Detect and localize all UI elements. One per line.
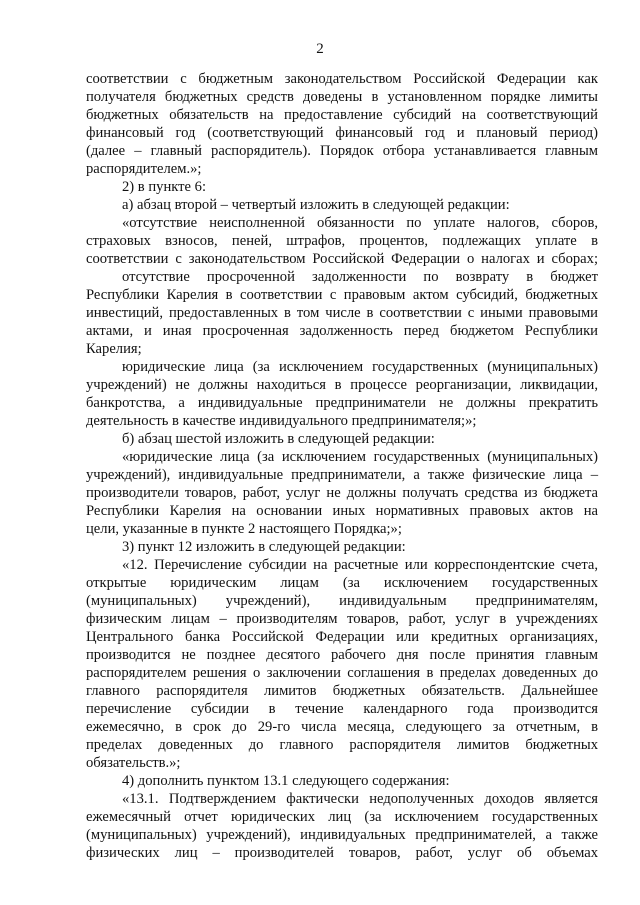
text-line: «отсутствие неисполненной обязанности по уплате налогов, сборов, (122, 215, 598, 231)
text-line: финансовый год (соответствующий финансовый год и плановый период) (86, 125, 598, 141)
text-line: а) абзац второй – четвертый изложить в следующей редакции: (122, 197, 510, 213)
text-line: бюджетных обязательств на предоставление субсидий на соответствующий (86, 107, 598, 123)
text-line: распорядителем решения о заключении соглашения в пределах доведенных до (86, 665, 598, 681)
text-line: (далее – главный распорядитель). Порядок отбора устанавливается главным (86, 143, 598, 159)
text-line: ежемесячно, в срок до 29-го числа месяца, следующего за отчетным, в (86, 719, 598, 735)
page-number: 2 (316, 41, 324, 57)
text-line: цели, указанные в пункте 2 настоящего Порядка;»; (86, 521, 402, 537)
text-line: юридические лица (за исключением государственных (муниципальных) (122, 359, 598, 375)
text-line: Республики Карелия в соответствии с правовым актом субсидий, бюджетных (86, 287, 598, 303)
text-line: пределах доведенных до главного распорядителя лимитов бюджетных (86, 737, 598, 753)
text-line: распорядителем.»; (86, 161, 202, 177)
text-line: соответствии с бюджетным законодательством Российской Федерации как (86, 71, 598, 87)
text-line: производится не позднее десятого рабочего дня после принятия главным (86, 647, 598, 663)
text-line: б) абзац шестой изложить в следующей редакции: (122, 431, 435, 447)
text-line: физических лиц – производителей товаров, работ, услуг об объемах (86, 845, 598, 861)
text-line: деятельность в качестве индивидуального предпринимателя;»; (86, 413, 477, 429)
text-line: ежемесячный отчет юридических лиц (за исключением государственных (86, 809, 598, 825)
text-line: производители товаров, работ, услуг не должны получать средства из бюджета (86, 485, 598, 501)
text-line: банкротства, а индивидуальные предприниматели не должны прекратить (86, 395, 598, 411)
text-line: главного распорядителя лимитов бюджетных обязательств. Дальнейшее (86, 683, 598, 699)
text-line: 3) пункт 12 изложить в следующей редакции: (122, 539, 406, 555)
text-line: 4) дополнить пунктом 13.1 следующего содержания: (122, 773, 450, 789)
text-line: «юридические лица (за исключением государственных (муниципальных) (122, 449, 598, 465)
text-line: страховых взносов, пеней, штрафов, процентов, подлежащих уплате в (86, 233, 598, 249)
document-body (86, 70, 598, 862)
text-line: обязательств.»; (86, 755, 181, 771)
text-line: отсутствие просроченной задолженности по возврату в бюджет (122, 269, 598, 285)
text-line: (муниципальных) учреждений), индивидуальным предпринимателям, (86, 593, 598, 609)
text-line: перечисление субсидии в течение календарного года производится (86, 701, 598, 717)
text-line: «12. Перечисление субсидии на расчетные или корреспондентские счета, (122, 557, 598, 573)
text-line: физическим лицам – производителям товаров, работ, услуг в учреждениях (86, 611, 598, 627)
text-line: (муниципальных) учреждений), индивидуальных предпринимателей, а также (86, 827, 598, 843)
text-line: актами, и иная просроченная задолженность перед бюджетом Республики (86, 323, 598, 339)
text-line: Республики Карелия на основании иных нормативных правовых актов на (86, 503, 598, 519)
text-line: Карелия; (86, 341, 142, 357)
text-line: 2) в пункте 6: (122, 179, 207, 195)
text-line: получателя бюджетных средств доведены в установленном порядке лимиты (86, 89, 598, 105)
text-line: Центрального банка Российской Федерации или кредитных организациях, (86, 629, 598, 645)
text-line: учреждений), индивидуальные предприниматели, а также физические лица – (86, 467, 598, 483)
text-line: учреждений) не должны находиться в процессе реорганизации, ликвидации, (86, 377, 598, 393)
text-line: инвестиций, предоставленных в том числе в соответствии с иными правовыми (86, 305, 598, 321)
text-line: «13.1. Подтверждением фактически недополученных доходов является (122, 791, 598, 807)
text-line: соответствии с законодательством Российской Федерации о налогах и сборах; (86, 251, 598, 267)
text-line: открытые юридическим лицам (за исключением государственных (86, 575, 598, 591)
